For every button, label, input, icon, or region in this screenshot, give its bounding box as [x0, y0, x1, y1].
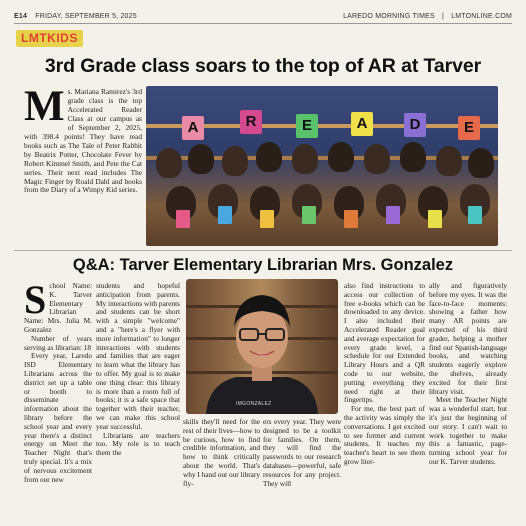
held-book	[176, 210, 190, 228]
paper-website: LMTONLINE.COM	[451, 13, 512, 20]
header-right	[343, 13, 512, 20]
story1-headline: 3rd Grade class soars to the top of AR at Tarver	[44, 55, 482, 77]
story2-column-2	[96, 282, 180, 522]
story2-column-4	[263, 418, 341, 520]
student-figure	[222, 146, 248, 176]
story2-paragraph: students and hopeful anticipation from parents. My interactions with parents and students can be short with a simple "welcome" and a "here's a flyer with more information" to longer interactions with students and families that are eager to learn what the library has to offer. My goal is to make one thing clear: this library is more than a room full of books; it is a safe space that together with their teacher, we can make this school year successful.	[96, 282, 180, 431]
section-kicker: LMTKIDS	[16, 30, 83, 47]
story2-paragraph: For me, the best part of the activity was simply the conversations. I get excited to see former and current students. It teaches my teacher's heart to see them grow liter-	[344, 404, 425, 466]
held-book	[218, 206, 232, 224]
story2-paragraph: Librarians are teachers too. My role is to teach them the	[96, 430, 180, 458]
story1-text: s. Mariana Ramirez's 3rd grade class is the top Accelerated Reader Class at our campus as of September 2, 2025, with 398.4 points! They have read books such as The Tale of Peter Rabbit by Beatrix Potter, Chocolate Fever by Robert Kimmel Smith, and Pete the Cat series. Their next read includes The Magic Finger by Roald Dahl and books from the Diary of a Wimpy Kid series.	[24, 88, 142, 195]
story2-paragraph: skills they'll need for the rest of their lives—how to be curious, how to find credible information, and how to think critically about the world. That's why I hand out our library fly-	[183, 418, 260, 488]
photo-letter-card: E	[458, 116, 480, 140]
student-figure	[328, 142, 354, 172]
story2-paragraph: ers every year. They were designed to be a toolkit for families. On them, they will find the passwords to our research databases—powerful, safe resources for any project. They will	[263, 418, 341, 488]
student-figure	[400, 142, 426, 172]
paper-name: LAREDO MORNING TIMES	[343, 13, 435, 20]
student-figure	[436, 146, 462, 176]
student-figure	[256, 142, 282, 172]
story2-headline: Q&A: Tarver Elementary Librarian Mrs. Gonzalez	[72, 256, 454, 274]
section-divider	[14, 250, 512, 251]
student-figure	[156, 148, 182, 178]
story2-column-3	[183, 418, 260, 520]
held-book	[428, 210, 442, 228]
story2-dropcap: S	[24, 282, 47, 322]
page-header	[14, 8, 512, 24]
held-book	[386, 206, 400, 224]
story2-paragraph: Every year, Laredo ISD Elementary Librarians across the district set up a table or booth to disseminate information about the library before the school year and every year there's a distinct energy on Meet the Teacher Night that's truly special. It's a mix of nervous excitement from our new	[24, 351, 92, 484]
class-photo	[146, 86, 498, 246]
student-figure	[468, 148, 494, 178]
held-book	[302, 206, 316, 224]
header-left	[14, 13, 137, 20]
story1-dropcap: M	[24, 88, 65, 130]
page-number: E14	[14, 13, 28, 20]
student-figure	[364, 144, 390, 174]
held-book	[260, 210, 274, 228]
shirt-text: IMGONZALEZ	[236, 401, 272, 407]
story2-paragraph: Number of years serving as librarian: 18	[24, 333, 92, 352]
librarian-figure	[186, 279, 338, 414]
story2-column-6	[429, 282, 507, 520]
story2-paragraph	[24, 282, 92, 335]
photo-letter-card: D	[404, 113, 426, 137]
photo-letter-card: A	[351, 112, 373, 136]
story2-text: chool Name: K. Tarver Elementary Librarian Name: Mrs. Julia M. Gonzalez	[24, 282, 92, 334]
story2-paragraph: Meet the Teacher Night was a wonderful start, but it's just the beginning of our story. I can't wait to work together to make this a fantastic, page-turning school year for our K. Tarver students.	[429, 395, 507, 466]
student-figure	[188, 144, 214, 174]
held-book	[468, 206, 482, 224]
story2-column-5	[344, 282, 425, 520]
librarian-photo	[186, 279, 338, 414]
held-book	[344, 210, 358, 228]
story2-paragraph: ally and figuratively before my eyes. It was the face-to-face moments: showing a father how many AR points are expected of his third grader, helping a mother find our Spanish-language books, and watching students eagerly explore the shelves, already excited for their first library visit.	[429, 282, 507, 396]
header-separator: |	[442, 13, 445, 20]
story1-body	[24, 88, 142, 222]
header-date: FRIDAY, SEPTEMBER 5, 2025	[35, 13, 137, 20]
story2-paragraph: also find instructions to access our collection of free e-books which can be downloaded to any device. I also included their Accelerated Reader goal and average expectation for every grade level, a schedule for our Extended Library Hours and a QR code to our website, putting everything they need right at their fingertips.	[344, 282, 425, 405]
photo-letter-card: R	[240, 110, 262, 134]
photo-letter-card: E	[296, 114, 318, 138]
story2-column-1	[24, 282, 92, 520]
student-figure	[292, 144, 318, 174]
photo-letter-card: A	[182, 116, 204, 140]
